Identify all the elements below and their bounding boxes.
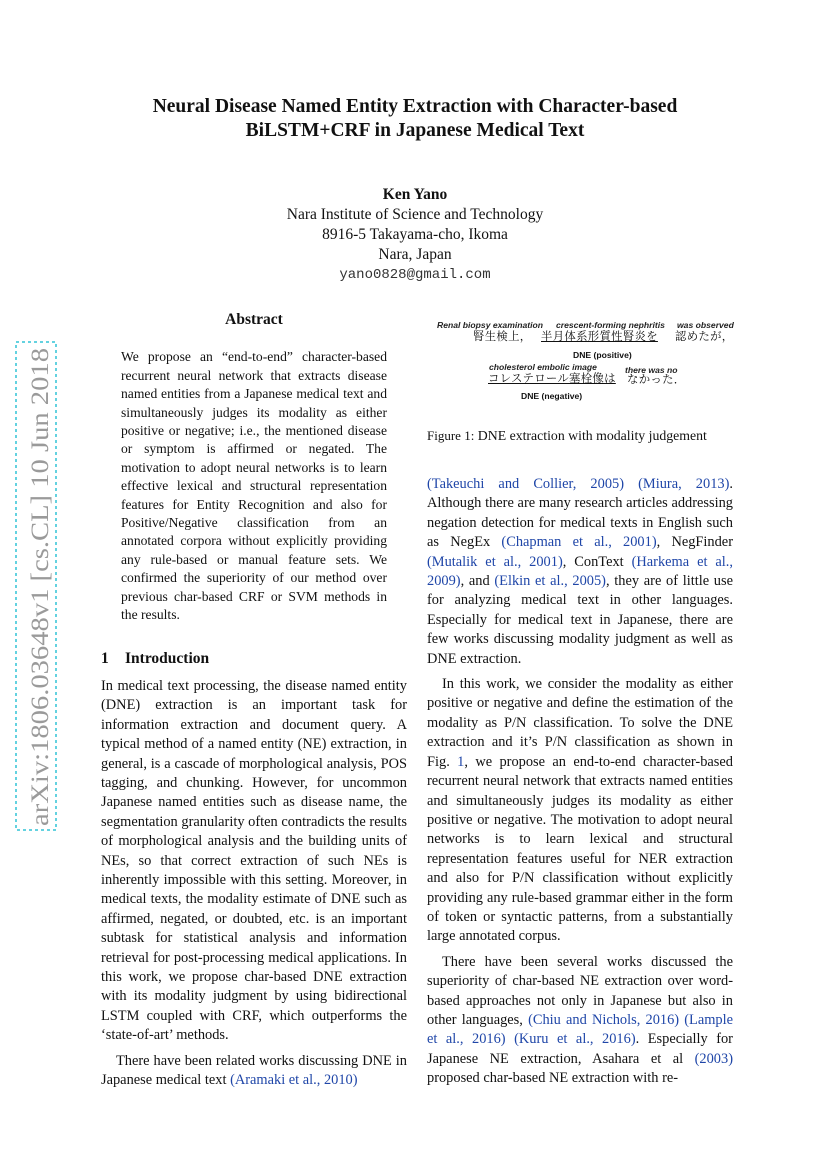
citation-link[interactable]: (Mutalik et al., 2001)	[427, 553, 563, 570]
author-name: Ken Yano	[382, 186, 448, 203]
citation-link[interactable]: (Aramaki et al., 2010)	[230, 1072, 358, 1089]
fig-tag-positive: DNE (positive)	[573, 350, 632, 360]
text-run	[624, 476, 638, 492]
citation-link[interactable]: (2003)	[694, 1050, 733, 1067]
abstract-heading: Abstract	[225, 311, 283, 328]
title-block	[100, 95, 730, 285]
intro-paragraph-1: In medical text processing, the disease named entity (DNE) extraction is an important task for information extraction and document query. A typical method of a named entity (NE) extraction, in general, is a cascade of morphological analysis, POS tagging, and chunking. However, for uncommon Japanese named entities such as disease name, the segmentation granularity often contradicts the results of morphological analysis and the building units of NEs, so that correct extraction of such NEs is inherently impossible with this setting. Moreover, in medical texts, the modality estimate of DNE such as affirmed, negated, or doubted, etc. is an important subtask for statistical analysis and information retrieval for post-processing medical applications. In this work, we propose char-based DNE extraction with its modality judgment by using bidirectional LSTM coupled with CRF, which outperforms the ‘state-of-art’ methods.	[101, 677, 407, 1044]
arxiv-stamp-text: arXiv:1806.03648v1 [cs.CL] 10 Jun 2018	[27, 407, 54, 826]
arxiv-stamp	[10, 340, 62, 832]
text-run: , they are of little use for analyzing medical text in other languages. Especially for medical text in Japanese, there are few works discussing modality judgment as well as DNE extraction.	[427, 573, 733, 667]
left-column	[101, 310, 407, 1096]
text-run: . Especially for Japanese NE extraction, Asahara et al	[427, 1031, 733, 1067]
citation-link[interactable]: (Kuru et al., 2016)	[514, 1031, 636, 1048]
affiliation-line: Nara Institute of Science and Technology	[286, 206, 544, 223]
paper-title	[100, 95, 730, 143]
citation-link[interactable]: (Harkema et al., 2009)	[427, 553, 733, 590]
right-paragraph-2	[427, 675, 733, 947]
fig-japanese-phrase: なかった．	[627, 374, 686, 386]
figure-caption	[427, 426, 733, 445]
fig-gloss-renal: Renal biopsy examination	[437, 320, 544, 330]
intro-paragraph-2	[101, 1052, 407, 1091]
fig-japanese-phrase: 腎生検上，	[473, 331, 532, 343]
text-run: There have been several works discussed the superiority of char-based NE extraction over word-based approaches not only in Japanese but also in other languages,	[427, 953, 733, 1028]
text-run: In this work, we consider the modality as either positive or negative and define the estimation of the modality as P/N classification. To solve the DNE extraction and it’s P/N classification as shown in Fig.	[427, 676, 733, 770]
section-number: 1	[101, 649, 109, 667]
citation-link[interactable]: (Elkin et al., 2005)	[494, 573, 606, 590]
text-run: . Although there are many research articles addressing negation detection for medical texts in English such as NegEx	[427, 476, 733, 551]
right-column-text	[427, 475, 733, 1089]
section-heading	[101, 649, 407, 668]
figure-caption-label: Figure 1:	[427, 428, 475, 443]
title-line-1: Neural Disease Named Entity Extraction with Character-based	[152, 96, 678, 117]
city-line: Nara, Japan	[378, 246, 452, 263]
citation-link[interactable]: (Miura, 2013)	[638, 476, 730, 492]
abstract-text: We propose an “end-to-end” character-based recurrent neural network that extracts disease named entities from a Japanese medical text and simultaneously judges its modality as either positive or negative; i.e., the mentioned disease or symptom is affirmed or negated. The motivation to adopt neural networks is to learn effective lexical and structural representation features for Entity Recognition and also for Positive/Negative classification from an annotated corpora without explicitly providing any rule-based or manual feature sets. We confirmed the superiority of our method over previous char-based CRF or SVM methods in the results.	[121, 349, 387, 623]
citation-link[interactable]: (Lample et al., 2016)	[427, 1011, 733, 1048]
figure-caption-text: DNE extraction with modality judgement	[474, 428, 707, 443]
fig-gloss-no: there was no	[625, 365, 678, 375]
right-column	[427, 316, 733, 1095]
fig-tag-negative: DNE (negative)	[521, 391, 583, 401]
right-paragraph-3	[427, 953, 733, 1089]
fig-japanese-entity-positive: 半月体系形質性腎炎を	[541, 331, 658, 343]
fig-gloss-observed: was observed	[677, 320, 734, 330]
fig-gloss-cholesterol: cholesterol embolic image	[489, 362, 597, 372]
citation-link[interactable]: (Chapman et al., 2001)	[501, 534, 657, 551]
title-line-2: BiLSTM+CRF in Japanese Medical Text	[245, 120, 585, 141]
figure-1	[427, 316, 733, 404]
citation-link[interactable]: (Takeuchi and Collier, 2005)	[427, 476, 625, 492]
address-line: 8916-5 Takayama-cho, Ikoma	[322, 226, 508, 243]
intro-paragraph-2-text: There have been related works discussing DNE in Japanese medical text	[101, 1052, 407, 1089]
author-email[interactable]: yano0828@gmail.com	[339, 267, 491, 283]
citation-link[interactable]: (Chiu and Nichols, 2016)	[528, 1011, 680, 1028]
section-title: Introduction	[125, 649, 210, 667]
fig-japanese-entity-negative: コレステロール塞栓像は	[488, 373, 616, 385]
figure-reference-link[interactable]: 1	[457, 753, 465, 770]
text-run: , and	[460, 573, 495, 590]
text-run: proposed char-based NE extraction with re-	[427, 1070, 679, 1087]
text-run: , NegFinder	[656, 534, 733, 551]
text-run	[506, 1031, 515, 1047]
fig-gloss-nephritis: crescent-forming nephritis	[556, 320, 665, 330]
fig-japanese-phrase: 認めたが，	[675, 331, 734, 343]
text-run: , ConText	[562, 553, 632, 570]
text-run: , we propose an end-to-end character-based recurrent neural network that extracts named entities and simultaneously judges its modality as either positive or negative. The motivation to adopt neural networks is to learn lexical and structural representation features useful for NER extraction and also for P/N classification without explicitly providing any rule-based grammar either in the form of token or syntactic patterns, from a substantially large annotated corpus.	[427, 753, 733, 945]
right-paragraph-1	[427, 475, 733, 669]
